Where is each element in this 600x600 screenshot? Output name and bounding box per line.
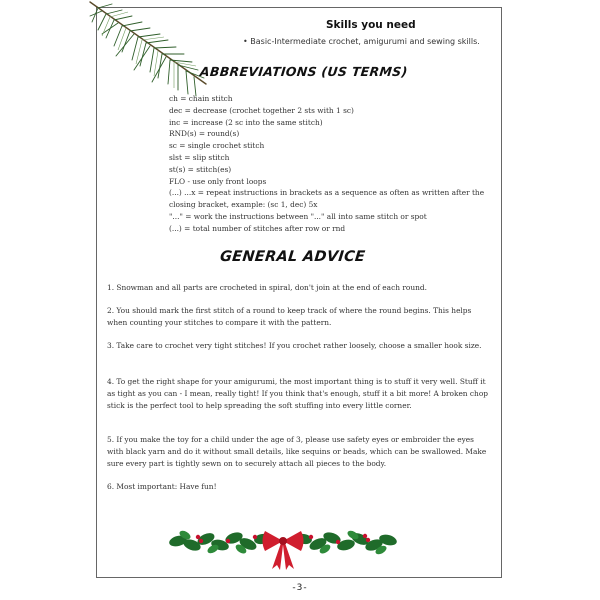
page-number: -3- xyxy=(292,583,308,593)
pine-branch-icon xyxy=(88,0,208,100)
abbreviation-item: RND(s) = round(s) xyxy=(169,129,240,139)
abbreviations-heading: ABBREVIATIONS (US TERMS) xyxy=(199,64,409,79)
abbreviation-item: slst = slip stitch xyxy=(169,152,230,162)
skills-title: Skills you need xyxy=(326,19,416,31)
advice-paragraph-1: 1. Snowman and all parts are crocheted in spiral, don't join at the end of each round. xyxy=(107,283,427,292)
abbreviation-item: st(s) = stitch(es) xyxy=(169,164,232,174)
advice-paragraph-2: 2. You should mark the first stitch of a round to keep track of where the round begins. This helps when counting your stitches to compare it with the pattern. xyxy=(107,306,472,327)
advice-paragraph-5: 5. If you make the toy for a child under the age of 3, please use safety eyes or embroider the eyes with black yarn and do it without small details, like sequins or beads, which can be swallowed. Make sure every part is tightly sewn on to securely attach all pieces to the body. xyxy=(107,435,487,468)
abbreviation-item: (...) = total number of stitches after row or rnd xyxy=(169,223,346,233)
advice-paragraph-4: 4. To get the right shape for your amigurumi, the most important thing is to stuff it very well. Stuff it as tight as you can - I mean, really tight! If you think that's enough, stuff it a bit more! A broken chop stick is the perfect tool to help spreading the soft stuffing into every little corner. xyxy=(107,377,489,410)
abbreviation-item: dec = decrease (crochet together 2 sts with 1 sc) xyxy=(169,105,354,115)
abbreviation-item: FLO - use only front loops xyxy=(169,176,267,186)
advice-paragraph-3: 3. Take care to crochet very tight stitches! If you crochet rather loosely, choose a smaller hook size. xyxy=(107,341,482,350)
abbreviation-item: ch = chain stitch xyxy=(169,94,233,103)
abbreviations-list xyxy=(169,93,499,235)
abbreviation-item: "..." = work the instructions between "..." all into same stitch or spot xyxy=(169,211,427,221)
general-advice-heading: GENERAL ADVICE xyxy=(219,249,366,265)
advice-paragraph-6: 6. Most important: Have fun! xyxy=(107,482,217,491)
skills-text: • Basic-Intermediate crochet, amigurumi and sewing skills. xyxy=(243,37,480,46)
holly-garland-icon xyxy=(168,523,398,571)
abbreviation-item: sc = single crochet stitch xyxy=(169,141,265,151)
abbreviation-item: (...) ...x = repeat instructions in brackets as a sequence as often as written after the closing bracket, example: (sc 1, dec) 5x xyxy=(169,188,485,210)
abbreviation-item: inc = increase (2 sc into the same stitch) xyxy=(169,117,323,127)
